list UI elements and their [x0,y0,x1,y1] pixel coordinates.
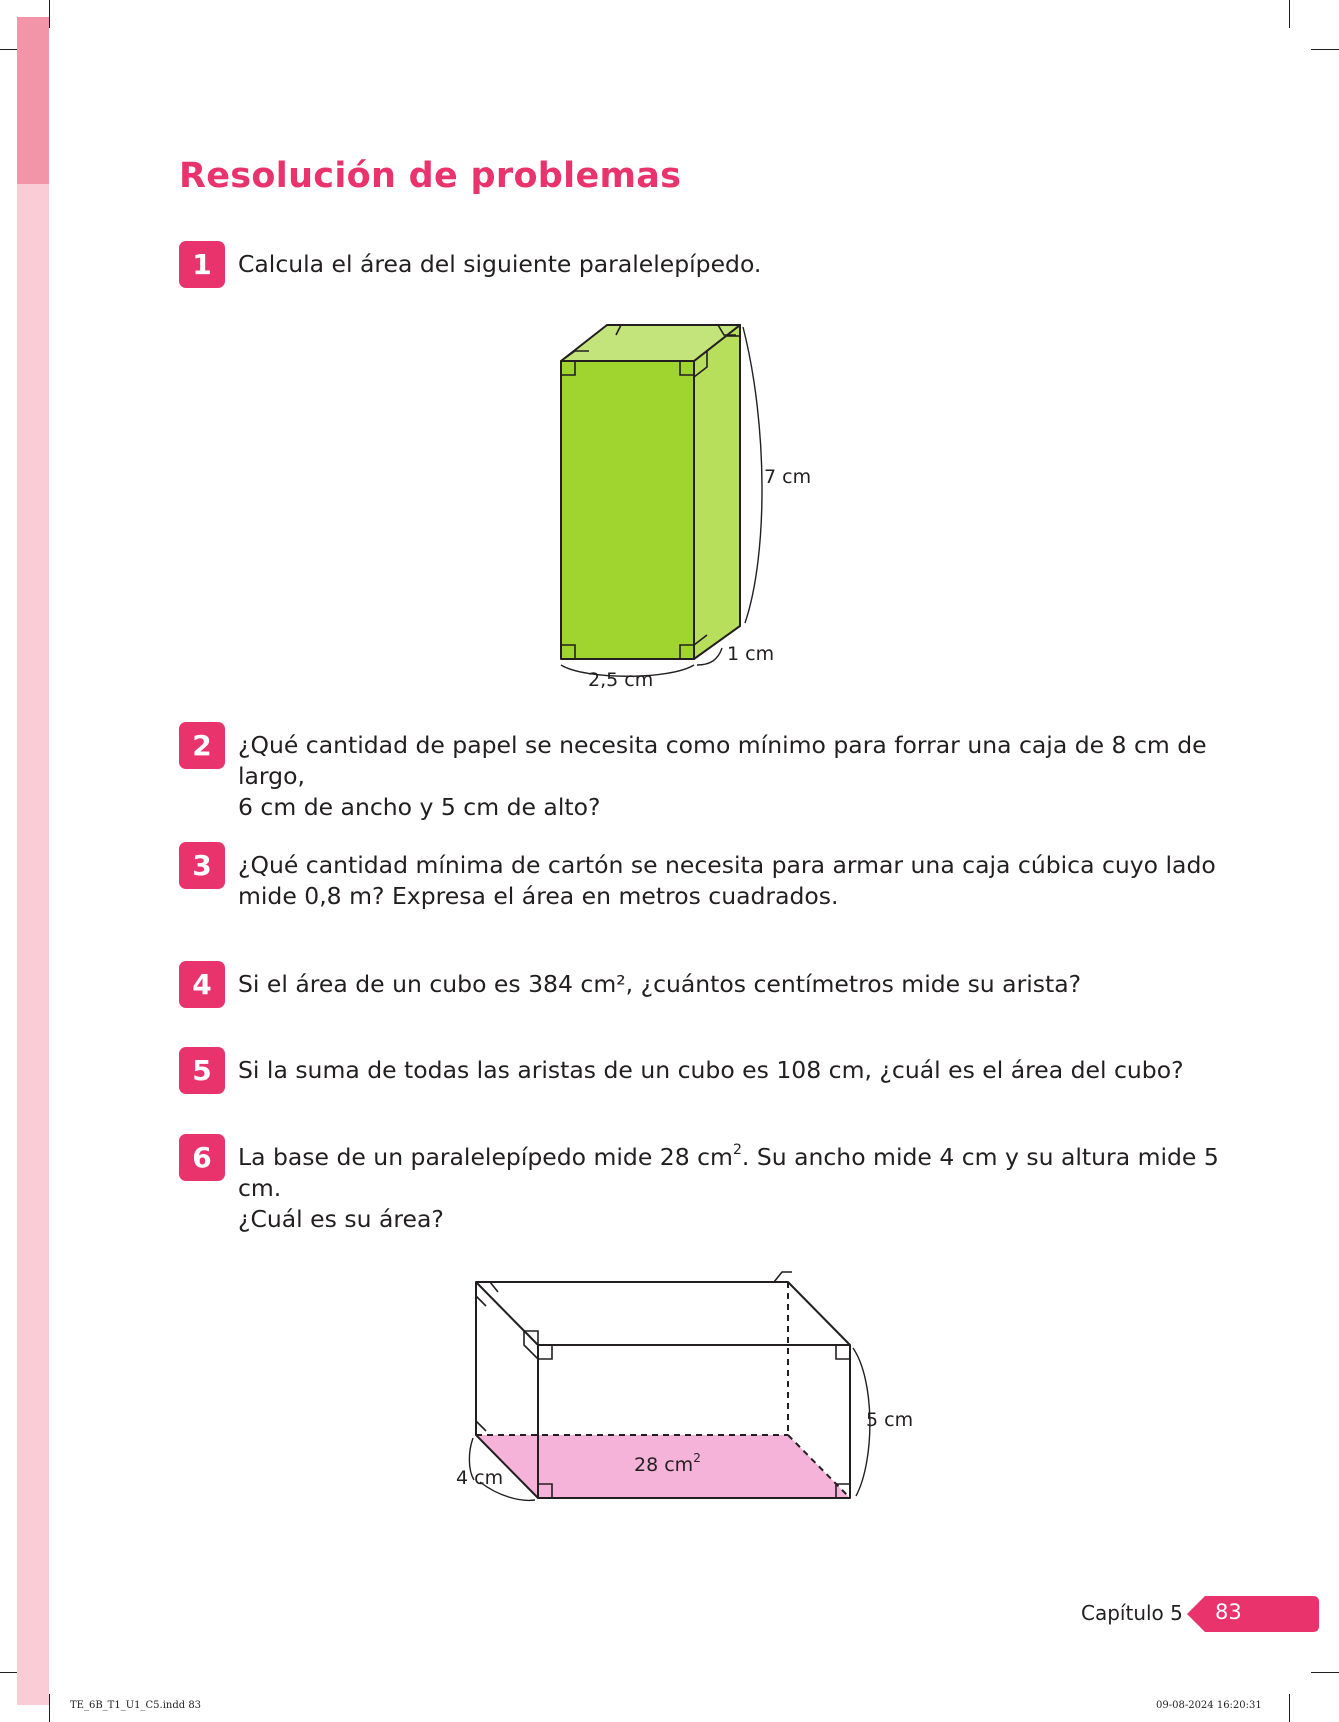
problem-number-badge: 2 [179,722,225,769]
problem-line: ¿Qué cantidad de papel se necesita como mínimo para forrar una caja de 8 cm de largo, [238,731,1207,790]
crop-mark [1289,1694,1290,1722]
crop-mark [1311,49,1339,50]
problem-line: La base de un paralelepípedo mide 28 $cm^2$. Su ancho mide 4 cm y su altura mide 5 cm. [238,1142,1219,1202]
prism-figure-2 [440,1270,920,1510]
problem-line: ¿Cuál es su área? [238,1205,444,1233]
problem-number-badge: 5 [179,1047,225,1094]
slug-file-info: TE_6B_T1_U1_C5.indd 83 [70,1700,202,1711]
crop-mark [1289,0,1290,28]
problem-line: 6 cm de ancho y 5 cm de alto? [238,793,601,821]
page-title: Resolución de problemas [179,156,682,196]
problem-text [238,969,1238,1000]
problem-line: ¿Qué cantidad mínima de cartón se necesita para armar una caja cúbica cuyo lado [238,851,1216,879]
slug-datetime: 09-08-2024 16:20:31 [1156,1700,1262,1711]
problem-number-badge: 6 [179,1134,225,1181]
margin-strip-accent [17,17,49,184]
prism-front-face [561,361,694,659]
base-area-label: 28 $cm^2$ [634,1451,701,1476]
problem-line: mide 0,8 m? Expresa el área en metros cuadrados. [238,882,839,910]
problem-line: Si la suma de todas las aristas de un cubo es 108 cm, ¿cuál es el área del cubo? [238,1056,1184,1084]
problem-text [238,1142,1238,1235]
problem-text [238,249,1238,280]
problem-text [238,730,1238,823]
page-number: 83 [1215,1600,1242,1624]
chapter-label: Capítulo 5 [1081,1601,1183,1625]
problem-line: Si el área de un cubo es 384 cm², ¿cuántos centímetros mide su arista? [238,970,1082,998]
crop-mark [1311,1672,1339,1673]
crop-mark [49,1694,50,1722]
problem-number-badge: 4 [179,961,225,1008]
problem-text [238,1055,1238,1086]
page-number-badge [1187,1596,1319,1632]
width-label: 2,5 cm [588,669,654,691]
width-label: 4 cm [456,1467,504,1489]
margin-strip [17,17,49,1705]
height-label: 7 cm [764,466,812,488]
problem-line: Calcula el área del siguiente paralelepípedo. [238,250,762,278]
prism-figure-1 [540,315,840,695]
problem-number-badge: 3 [179,842,225,889]
height-label: 5 cm [866,1409,914,1431]
problem-number-badge: 1 [179,241,225,288]
depth-label: 1 cm [727,643,775,665]
crop-mark [49,0,50,28]
problem-text [238,850,1238,912]
prism-side-face [694,325,740,659]
